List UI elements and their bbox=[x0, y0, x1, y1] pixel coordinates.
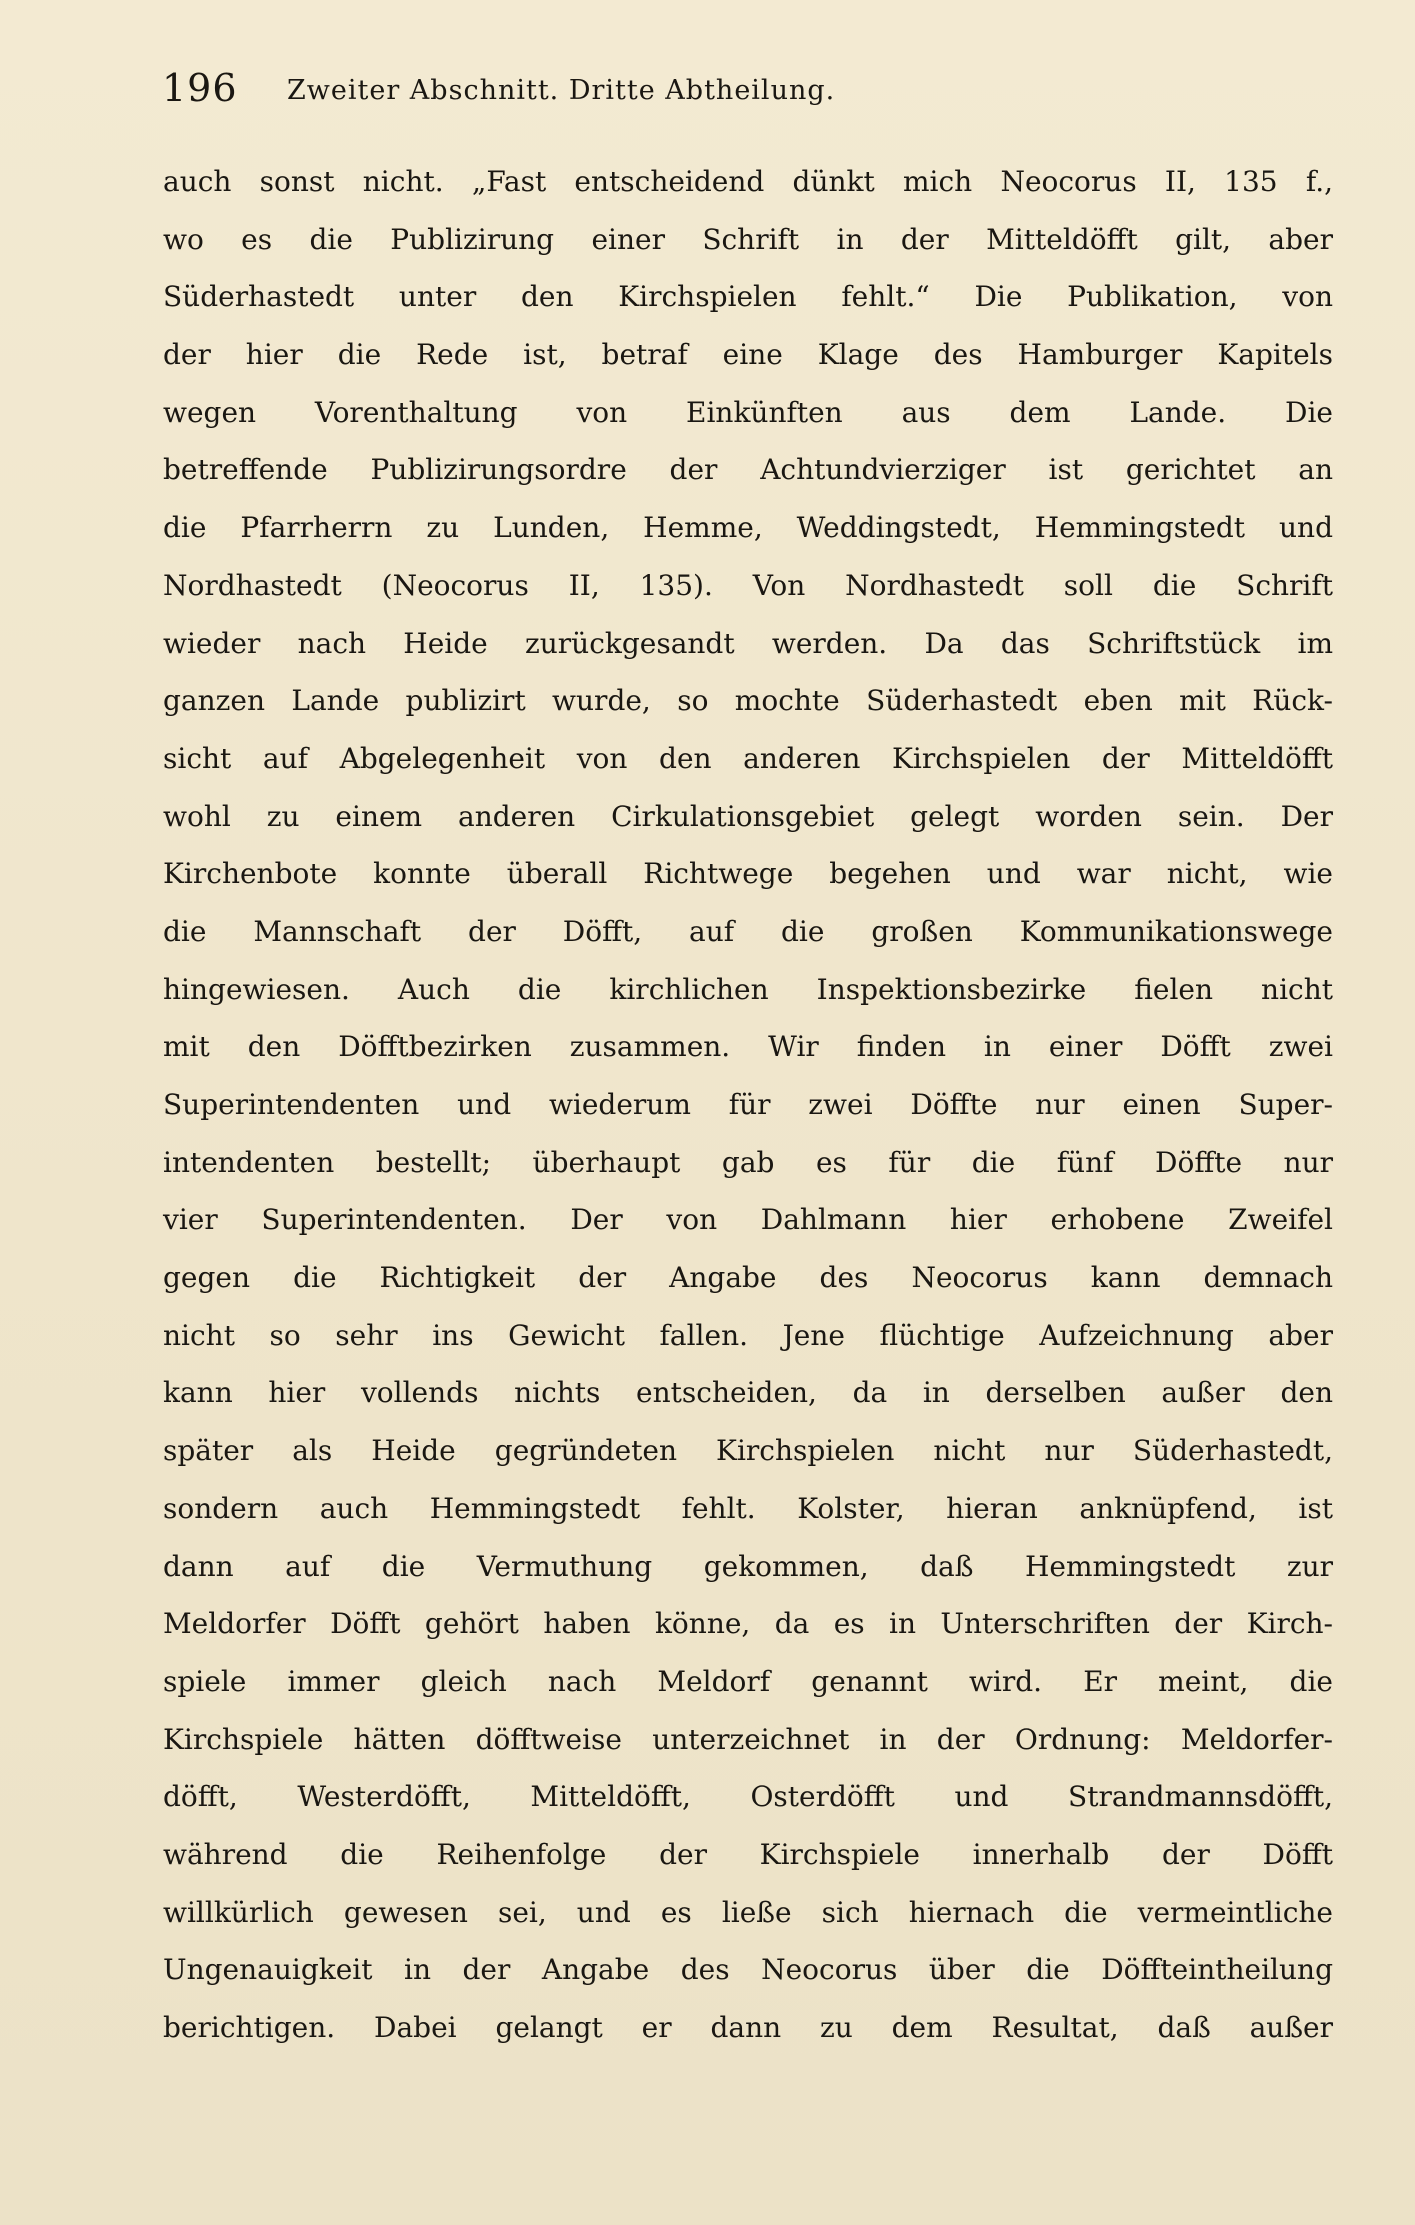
text-line: Superintendenten und wiederum für zwei Döffte nur einen Super- bbox=[163, 1088, 1333, 1121]
body-text bbox=[163, 153, 1333, 2057]
text-line: auch sonst nicht. „Fast entscheidend dünkt mich Neocorus II, 135 f., bbox=[163, 165, 1333, 198]
text-line: kann hier vollends nichts entscheiden, da in derselben außer den bbox=[163, 1376, 1333, 1410]
text-line: ganzen Lande publizirt wurde, so mochte Süderhastedt eben mit Rück- bbox=[163, 684, 1333, 718]
page-header bbox=[162, 65, 1062, 115]
text-line: wegen Vorenthaltung von Einkünften aus dem Lande. Die bbox=[163, 395, 1333, 429]
text-line: Meldorfer Döfft gehört haben könne, da es in Unterschriften der Kirch- bbox=[163, 1607, 1333, 1641]
text-line: mit den Döfftbezirken zusammen. Wir finden in einer Döfft zwei bbox=[163, 1030, 1333, 1064]
text-line: betreffende Publizirungsordre der Achtundvierziger ist gerichtet an bbox=[163, 453, 1333, 487]
page-number: 196 bbox=[162, 66, 238, 110]
text-line: berichtigen. Dabei gelangt er dann zu dem Resultat, daß außer bbox=[163, 2011, 1333, 2044]
text-line: dann auf die Vermuthung gekommen, daß Hemmingstedt zur bbox=[163, 1549, 1333, 1583]
text-line: während die Reihenfolge der Kirchspiele innerhalb der Döfft bbox=[163, 1837, 1333, 1871]
text-line: intendenten bestellt; überhaupt gab es für die fünf Döffte nur bbox=[163, 1145, 1333, 1179]
running-title: Zweiter Abschnitt. Dritte Abtheilung. bbox=[287, 75, 836, 106]
text-line: willkürlich gewesen sei, und es ließe sich hiernach die vermeintliche bbox=[163, 1895, 1333, 1929]
text-line: der hier die Rede ist, betraf eine Klage des Hamburger Kapitels bbox=[163, 338, 1333, 372]
text-line: döfft, Westerdöfft, Mitteldöfft, Osterdöfft und Strandmannsdöfft, bbox=[163, 1780, 1333, 1814]
text-line: Ungenauigkeit in der Angabe des Neocorus über die Döffteintheilung bbox=[163, 1953, 1333, 1987]
text-line: Nordhastedt (Neocorus II, 135). Von Nordhastedt soll die Schrift bbox=[163, 568, 1333, 602]
text-line: wohl zu einem anderen Cirkulationsgebiet gelegt worden sein. Der bbox=[163, 799, 1333, 833]
text-line: Kirchspiele hätten döfftweise unterzeichnet in der Ordnung: Meldorfer- bbox=[163, 1722, 1333, 1756]
text-line: sondern auch Hemmingstedt fehlt. Kolster, hieran anknüpfend, ist bbox=[163, 1491, 1333, 1525]
text-line: die Mannschaft der Döfft, auf die großen Kommunikationswege bbox=[163, 914, 1333, 948]
text-line: wieder nach Heide zurückgesandt werden. Da das Schriftstück im bbox=[163, 626, 1333, 660]
text-line: Kirchenbote konnte überall Richtwege begehen und war nicht, wie bbox=[163, 857, 1333, 891]
text-line: nicht so sehr ins Gewicht fallen. Jene flüchtige Aufzeichnung aber bbox=[163, 1318, 1333, 1352]
text-line: die Pfarrherrn zu Lunden, Hemme, Weddingstedt, Hemmingstedt und bbox=[163, 511, 1333, 545]
text-line: sicht auf Abgelegenheit von den anderen Kirchspielen der Mitteldöfft bbox=[163, 741, 1333, 775]
text-line: gegen die Richtigkeit der Angabe des Neocorus kann demnach bbox=[163, 1261, 1333, 1295]
text-line: später als Heide gegründeten Kirchspielen nicht nur Süderhastedt, bbox=[163, 1434, 1333, 1468]
text-line: wo es die Publizirung einer Schrift in der Mitteldöfft gilt, aber bbox=[163, 222, 1333, 256]
text-line: Süderhastedt unter den Kirchspielen fehlt.“ Die Publikation, von bbox=[163, 280, 1333, 314]
text-line: spiele immer gleich nach Meldorf genannt wird. Er meint, die bbox=[163, 1664, 1333, 1698]
text-line: vier Superintendenten. Der von Dahlmann hier erhobene Zweifel bbox=[163, 1203, 1333, 1237]
text-line: hingewiesen. Auch die kirchlichen Inspektionsbezirke fielen nicht bbox=[163, 972, 1333, 1006]
